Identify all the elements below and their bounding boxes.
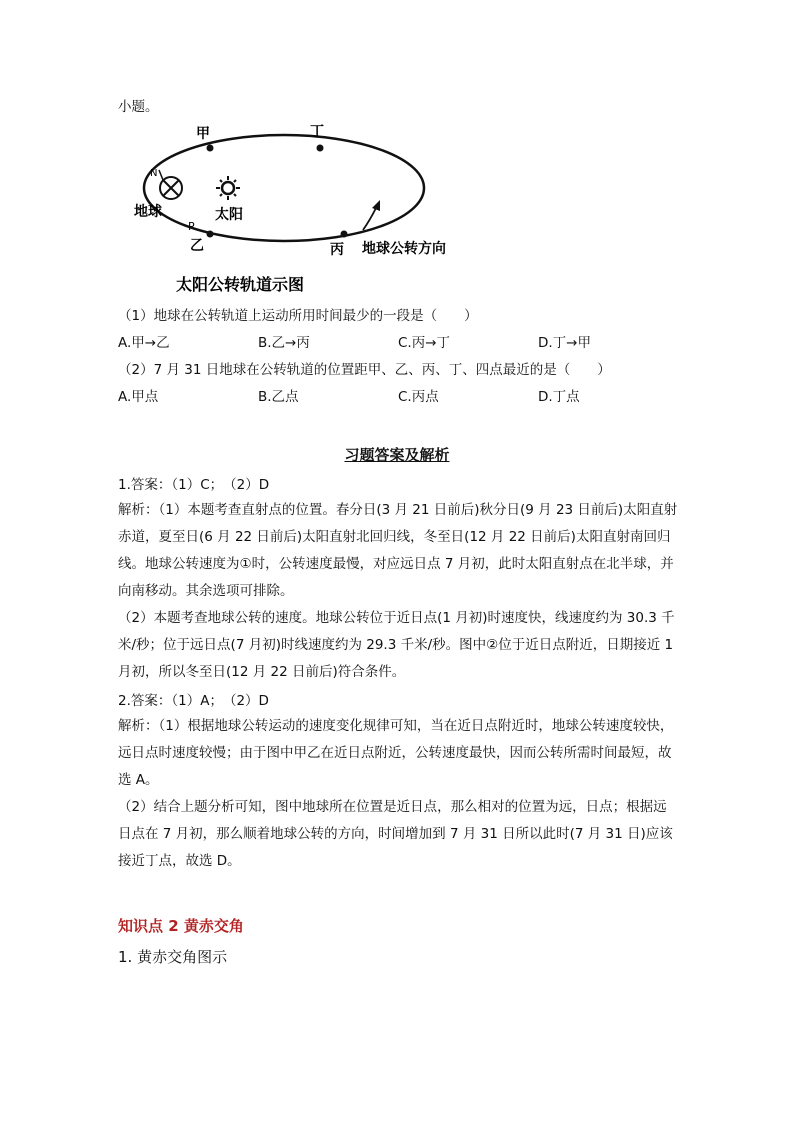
q2-option-b: B.乙点 <box>258 389 299 405</box>
analysis-2-part-2: （2）结合上题分析可知，图中地球所在位置是近日点，那么相对的位置为远，日点；根据远日点在 7 月初，那么顺着地球公转的方向，时间增加到 7 月 31 日所以此时(7 月 31 日)应该接近丁点，故选 D。 <box>118 799 673 869</box>
point-bing <box>341 231 348 238</box>
analysis-1-part-2: （2）本题考查地球公转的速度。地球公转位于近日点(1 月初)时速度快，线速度约为 30.3 千米/秒；位于远日点(7 月初)时线速度约为 29.3 千米/秒。图中②位于近日点附近，日期接近 1 月初，所以冬至日(12 月 22 日前后)符合条件。 <box>118 610 675 680</box>
label-ding: 丁 <box>310 124 324 140</box>
q1-option-a: A.甲→乙 <box>118 335 170 351</box>
intro-text: 小题。 <box>118 99 159 115</box>
section-subtitle: 1. 黄赤交角图示 <box>118 948 228 966</box>
arrowhead-icon <box>372 200 380 211</box>
label-jia: 甲 <box>196 126 210 142</box>
label-yi: 乙 <box>190 238 204 254</box>
answers-title: 习题答案及解析 <box>344 446 450 464</box>
analysis-1-part-1: 解析：（1）本题考查直射点的位置。春分日(3 月 21 日前后)秋分日(9 月 23 日前后)太阳直射赤道，夏至日(6 月 22 日前后)太阳直射北回归线，冬至日(12 月 22 日前后)太阳直射南回归线。地球公转速度为①时，公转速度最慢，对应远日点 7 月初，此时太阳直射点在北半球，并向南移动。其余选项可排除。 <box>118 502 678 599</box>
direction-arrow-icon <box>363 208 376 230</box>
label-n: N <box>150 168 158 179</box>
q1-stem: （1）地球在公转轨道上运动所用时间最少的一段是（ ） <box>118 308 478 324</box>
q2-stem: （2）7 月 31 日地球在公转轨道的位置距甲、乙、丙、丁、四点最近的是（ ） <box>118 362 611 378</box>
answer-2: 2.答案：（1）A； （2）D <box>118 693 269 709</box>
sun-icon <box>216 176 240 200</box>
section-title: 知识点 2 黄赤交角 <box>118 917 244 935</box>
point-jia <box>207 145 214 152</box>
answer-1: 1.答案：（1）C； （2）D <box>118 477 270 493</box>
analysis-2-part-1: 解析：（1）根据地球公转运动的速度变化规律可知，当在近日点附近时，地球公转速度较快，远日点时速度较慢；由于图中甲乙在近日点附近，公转速度最快，因而公转所需时间最短，故选 A。 <box>118 718 674 788</box>
earth-icon <box>159 170 182 199</box>
q2-option-a: A.甲点 <box>118 389 159 405</box>
q2-option-c: C.丙点 <box>398 389 439 405</box>
q2-option-d: D.丁点 <box>538 389 580 405</box>
label-p: P <box>188 220 195 233</box>
point-ding <box>317 145 324 152</box>
label-sun: 太阳 <box>215 207 243 223</box>
label-bing: 丙 <box>330 242 344 258</box>
diagram-caption: 太阳公转轨道示图 <box>176 275 305 294</box>
label-direction: 地球公转方向 <box>362 241 446 257</box>
q1-option-b: B.乙→丙 <box>258 335 310 351</box>
point-yi <box>207 231 214 238</box>
label-earth: 地球 <box>134 204 162 220</box>
q1-option-d: D.丁→甲 <box>538 335 591 351</box>
orbit-ellipse <box>144 135 424 241</box>
q1-option-c: C.丙→丁 <box>398 335 451 351</box>
orbit-diagram <box>126 118 446 298</box>
